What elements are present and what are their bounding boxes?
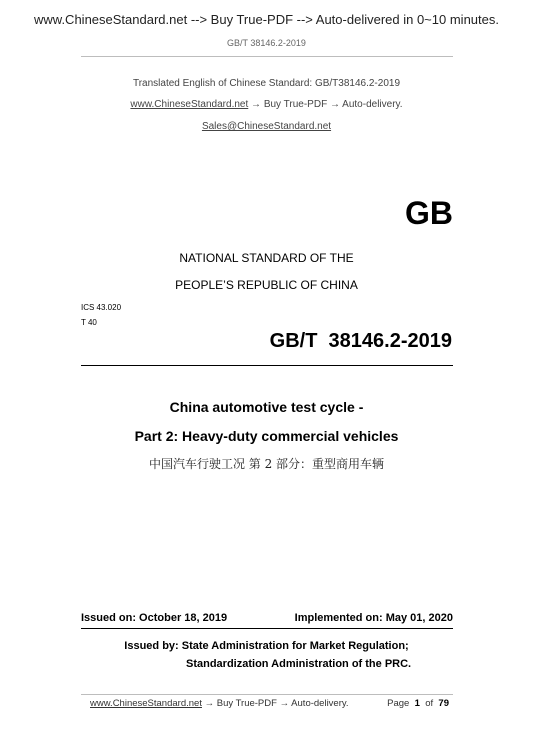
national-standard-line2: PEOPLE’S REPUBLIC OF CHINA (175, 278, 358, 292)
site-line-rest: → Buy True-PDF → Auto-delivery. (248, 99, 403, 110)
of-label: of (425, 698, 434, 709)
footer-rest: → Buy True-PDF → Auto-delivery. (201, 698, 349, 709)
standard-number: GB/T 38146.2-2019 (269, 330, 452, 352)
page-indicator (387, 698, 449, 709)
dates-rule (81, 628, 453, 629)
issued-by-line1: Issued by: State Administration for Market Regulation; (124, 640, 409, 652)
title-line2: Part 2: Heavy-duty commercial vehicles (134, 428, 399, 444)
footer-rule (81, 694, 453, 695)
standard-rule (81, 365, 453, 366)
site-line (0, 99, 533, 110)
issued-on: Issued on: October 18, 2019 (81, 612, 228, 624)
page-label: Page (387, 698, 410, 709)
translated-note: Translated English of Chinese Standard: GB/T38146.2-2019 (132, 78, 401, 89)
email-link[interactable]: Sales@ChineseStandard.net (201, 121, 332, 132)
gb-logo: GB (405, 195, 453, 231)
page-number: 1 (414, 698, 420, 709)
national-standard-line1: NATIONAL STANDARD OF THE (179, 251, 354, 265)
title-line1: China automotive test cycle - (169, 399, 364, 415)
page-total: 79 (438, 698, 449, 709)
t-code: T 40 (81, 318, 97, 327)
footer-links (90, 698, 349, 709)
site-link[interactable]: www.ChineseStandard.net (130, 99, 249, 110)
title-chinese: 中国汽车行驶工况 第 2 部分：重型商用车辆 (148, 457, 385, 471)
header-code: GB/T 38146.2-2019 (227, 38, 306, 48)
email-line (0, 121, 533, 132)
header-rule (81, 56, 453, 57)
footer-site-link[interactable]: www.ChineseStandard.net (90, 698, 202, 709)
implemented-on: Implemented on: May 01, 2020 (294, 612, 453, 624)
top-banner[interactable]: www.ChineseStandard.net --> Buy True-PDF --> Auto-delivered in 0~10 minutes. (34, 12, 499, 27)
ics-code: ICS 43.020 (81, 303, 122, 312)
issued-by-line2: Standardization Administration of the PRC. (186, 658, 412, 670)
